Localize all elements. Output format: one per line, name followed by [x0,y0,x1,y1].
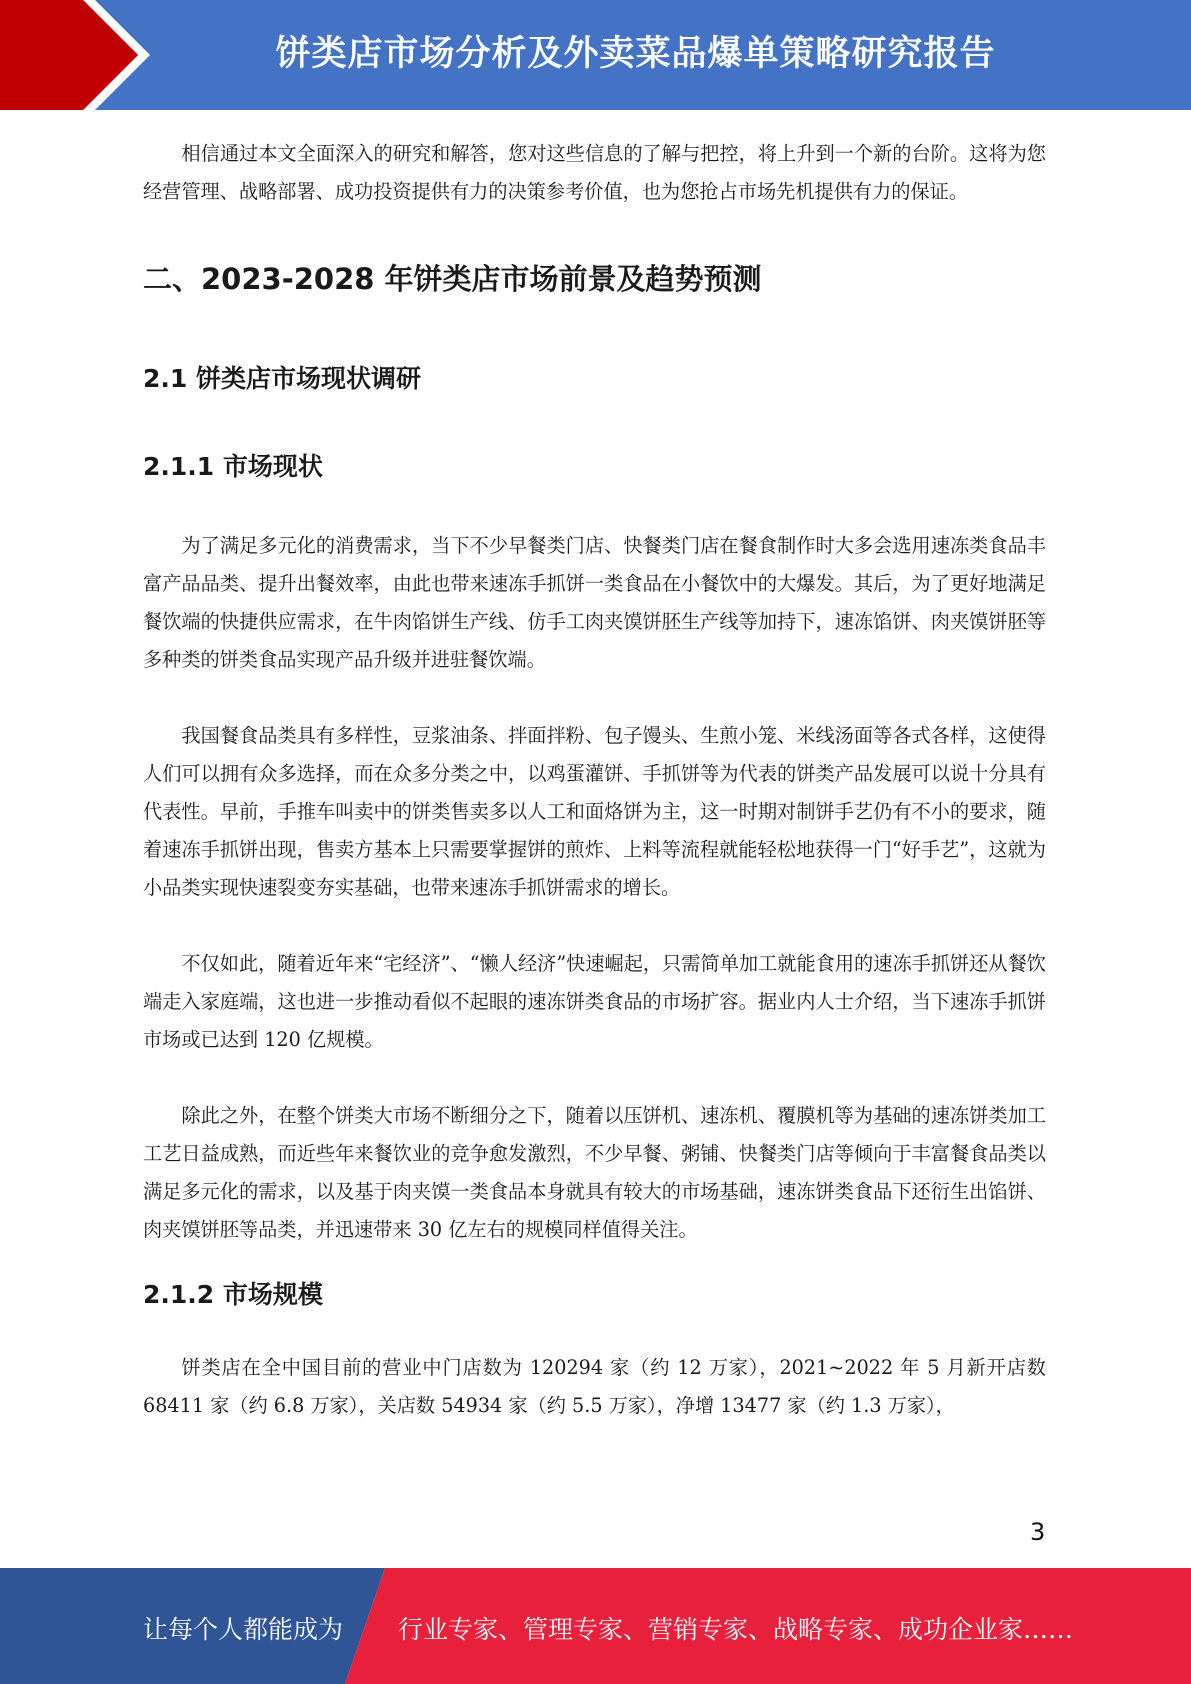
section-heading: 二、2023-2028 年饼类店市场前景及趋势预测 [143,262,762,296]
market-status-paragraph: 为了满足多元化的消费需求，当下不少早餐类门店、快餐类门店在餐食制作时大多会选用速冻类食品丰富产品品类、提升出餐效率，由此也带来速冻手抓饼一类食品在小餐饮中的大爆发。其后，为了更好地满足餐饮端的快捷供应需求，在牛肉馅饼生产线、仿手工肉夹馍饼胚生产线等加持下，速冻馅饼、肉夹馍饼胚等多种类的饼类食品实现产品升级并进驻餐饮端。 [143,534,1046,671]
page-header [0,0,1191,110]
footer-slogan-right: 行业专家、管理专家、营销专家、战略专家、成功企业家…… [398,1615,1074,1644]
report-title: 饼类店市场分析及外卖菜品爆单策略研究报告 [275,34,996,74]
page-number: 3 [1030,1518,1046,1546]
subsubsection-heading-market-size: 2.1.2 市场规模 [143,1280,323,1309]
intro-paragraph: 相信通过本文全面深入的研究和解答，您对这些信息的了解与把控，将上升到一个新的台阶。这将为您经营管理、战略部署、成功投资提供有力的决策参考价值，也为您抢占市场先机提供有力的保证。 [143,142,1046,203]
subsection-heading: 2.1 饼类店市场现状调研 [143,364,421,393]
page-footer [0,1568,1191,1684]
subsubsection-heading-market-status: 2.1.1 市场现状 [143,452,323,481]
document-body [143,135,1046,1425]
market-size-paragraph: 饼类店在全中国目前的营业中门店数为 120294 家（约 12 万家），2021~2022 年 5 月新开店数 68411 家（约 6.8 万家），关店数 54934 家（约 5.5 万家），净增 13477 家（约 1.3 万家）， [143,1356,1046,1417]
footer-slogan-left: 让每个人都能成为 [143,1615,344,1644]
market-status-paragraph: 除此之外，在整个饼类大市场不断细分之下，随着以压饼机、速冻机、覆膜机等为基础的速冻饼类加工工艺日益成熟，而近些年来餐饮业的竞争愈发激烈，不少早餐、粥铺、快餐类门店等倾向于丰富餐食品类以满足多元化的需求，以及基于肉夹馍一类食品本身就具有较大的市场基础，速冻饼类食品下还衍生出馅饼、肉夹馍饼胚等品类，并迅速带来 30 亿左右的规模同样值得关注。 [143,1104,1046,1241]
market-status-paragraph: 不仅如此，随着近年来“宅经济”、“懒人经济”快速崛起，只需简单加工就能食用的速冻手抓饼还从餐饮端走入家庭端，这也进一步推动看似不起眼的速冻饼类食品的市场扩容。据业内人士介绍，当下速冻手抓饼市场或已达到 120 亿规模。 [143,952,1046,1051]
market-status-paragraph: 我国餐食品类具有多样性，豆浆油条、拌面拌粉、包子馒头、生煎小笼、米线汤面等各式各样，这使得人们可以拥有众多选择，而在众多分类之中，以鸡蛋灌饼、手抓饼等为代表的饼类产品发展可以说十分具有代表性。早前，手推车叫卖中的饼类售卖多以人工和面烙饼为主，这一时期对制饼手艺仍有不小的要求，随着速冻手抓饼出现，售卖方基本上只需要掌握饼的煎炸、上料等流程就能轻松地获得一门“好手艺”，这就为小品类实现快速裂变夯实基础，也带来速冻手抓饼需求的增长。 [143,724,1046,899]
